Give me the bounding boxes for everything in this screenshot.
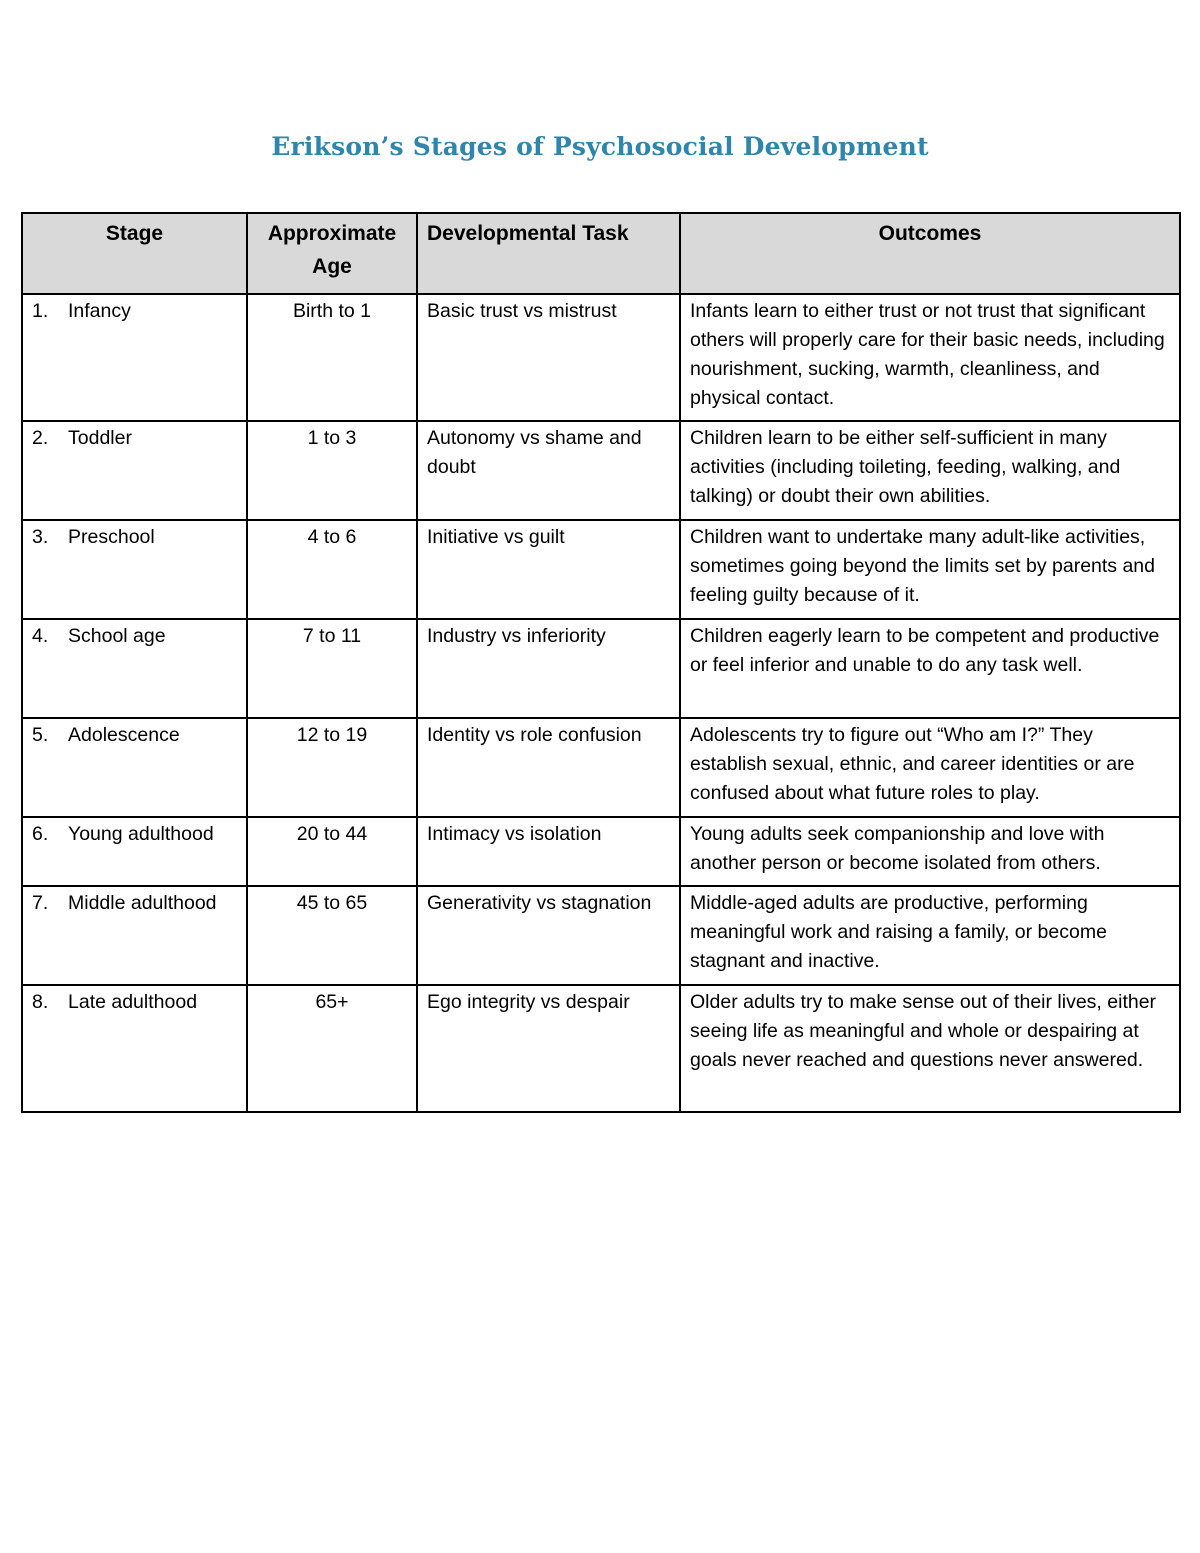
stages-table xyxy=(21,212,1181,1113)
stage-cell xyxy=(22,886,247,985)
task-cell: Ego integrity vs despair xyxy=(417,985,680,1112)
stage-cell xyxy=(22,718,247,817)
task-cell: Identity vs role confusion xyxy=(417,718,680,817)
task-cell: Intimacy vs isolation xyxy=(417,817,680,886)
stage-name: Infancy xyxy=(68,300,131,322)
task-cell: Industry vs inferiority xyxy=(417,619,680,718)
table-row xyxy=(22,817,1180,886)
stage-number: 4. xyxy=(32,625,49,647)
stage-name: Toddler xyxy=(68,427,132,449)
outcome-cell: Children want to undertake many adult-like activities, sometimes going beyond the limits set by parents and feeling guilty because of it. xyxy=(680,520,1180,619)
stage-number: 8. xyxy=(32,991,49,1013)
outcome-cell: Older adults try to make sense out of their lives, either seeing life as meaningful and whole or despairing at goals never reached and questions never answered. xyxy=(680,985,1180,1112)
stage-cell xyxy=(22,294,247,421)
stage-cell xyxy=(22,520,247,619)
stage-number: 3. xyxy=(32,526,49,548)
age-cell: 45 to 65 xyxy=(247,886,417,985)
age-cell: 1 to 3 xyxy=(247,421,417,520)
header-stage: Stage xyxy=(22,213,247,294)
table-header-row xyxy=(22,213,1180,294)
document-title: Erikson’s Stages of Psychosocial Development xyxy=(271,132,929,161)
stage-name: Adolescence xyxy=(68,724,180,746)
stage-cell xyxy=(22,985,247,1112)
table-row xyxy=(22,718,1180,817)
age-cell: 65+ xyxy=(247,985,417,1112)
table-row xyxy=(22,619,1180,718)
table-row xyxy=(22,294,1180,421)
stage-number: 7. xyxy=(32,892,49,914)
header-approximate-age: Approximate Age xyxy=(247,213,417,294)
outcome-cell: Middle-aged adults are productive, performing meaningful work and raising a family, or become stagnant and inactive. xyxy=(680,886,1180,985)
task-cell: Generativity vs stagnation xyxy=(417,886,680,985)
stage-name: Late adulthood xyxy=(68,991,198,1013)
age-cell: Birth to 1 xyxy=(247,294,417,421)
age-cell: 7 to 11 xyxy=(247,619,417,718)
task-cell: Basic trust vs mistrust xyxy=(417,294,680,421)
outcome-cell: Children learn to be either self-sufficient in many activities (including toileting, feeding, walking, and talking) or doubt their own abilities. xyxy=(680,421,1180,520)
stage-name: Middle adulthood xyxy=(68,892,217,914)
table-row xyxy=(22,886,1180,985)
outcome-cell: Young adults seek companionship and love with another person or become isolated from others. xyxy=(680,817,1180,886)
outcome-cell: Adolescents try to figure out “Who am I?” They establish sexual, ethnic, and career identities or are confused about what future roles to play. xyxy=(680,718,1180,817)
age-cell: 20 to 44 xyxy=(247,817,417,886)
stage-name: Preschool xyxy=(68,526,155,548)
outcome-cell: Children eagerly learn to be competent and productive or feel inferior and unable to do any task well. xyxy=(680,619,1180,718)
header-outcomes: Outcomes xyxy=(680,213,1180,294)
stage-number: 5. xyxy=(32,724,49,746)
stage-cell xyxy=(22,817,247,886)
table-row xyxy=(22,421,1180,520)
stage-cell xyxy=(22,619,247,718)
task-cell: Autonomy vs shame and doubt xyxy=(417,421,680,520)
stage-number: 1. xyxy=(32,300,49,322)
table-row xyxy=(22,985,1180,1112)
stage-number: 6. xyxy=(32,823,49,845)
task-cell: Initiative vs guilt xyxy=(417,520,680,619)
age-cell: 4 to 6 xyxy=(247,520,417,619)
stage-name: School age xyxy=(68,625,166,647)
header-developmental-task: Developmental Task xyxy=(417,213,680,294)
table-row xyxy=(22,520,1180,619)
stage-cell xyxy=(22,421,247,520)
outcome-cell: Infants learn to either trust or not trust that significant others will properly care for their basic needs, including nourishment, sucking, warmth, cleanliness, and physical contact. xyxy=(680,294,1180,421)
age-cell: 12 to 19 xyxy=(247,718,417,817)
stage-name: Young adulthood xyxy=(68,823,214,845)
stage-number: 2. xyxy=(32,427,49,449)
